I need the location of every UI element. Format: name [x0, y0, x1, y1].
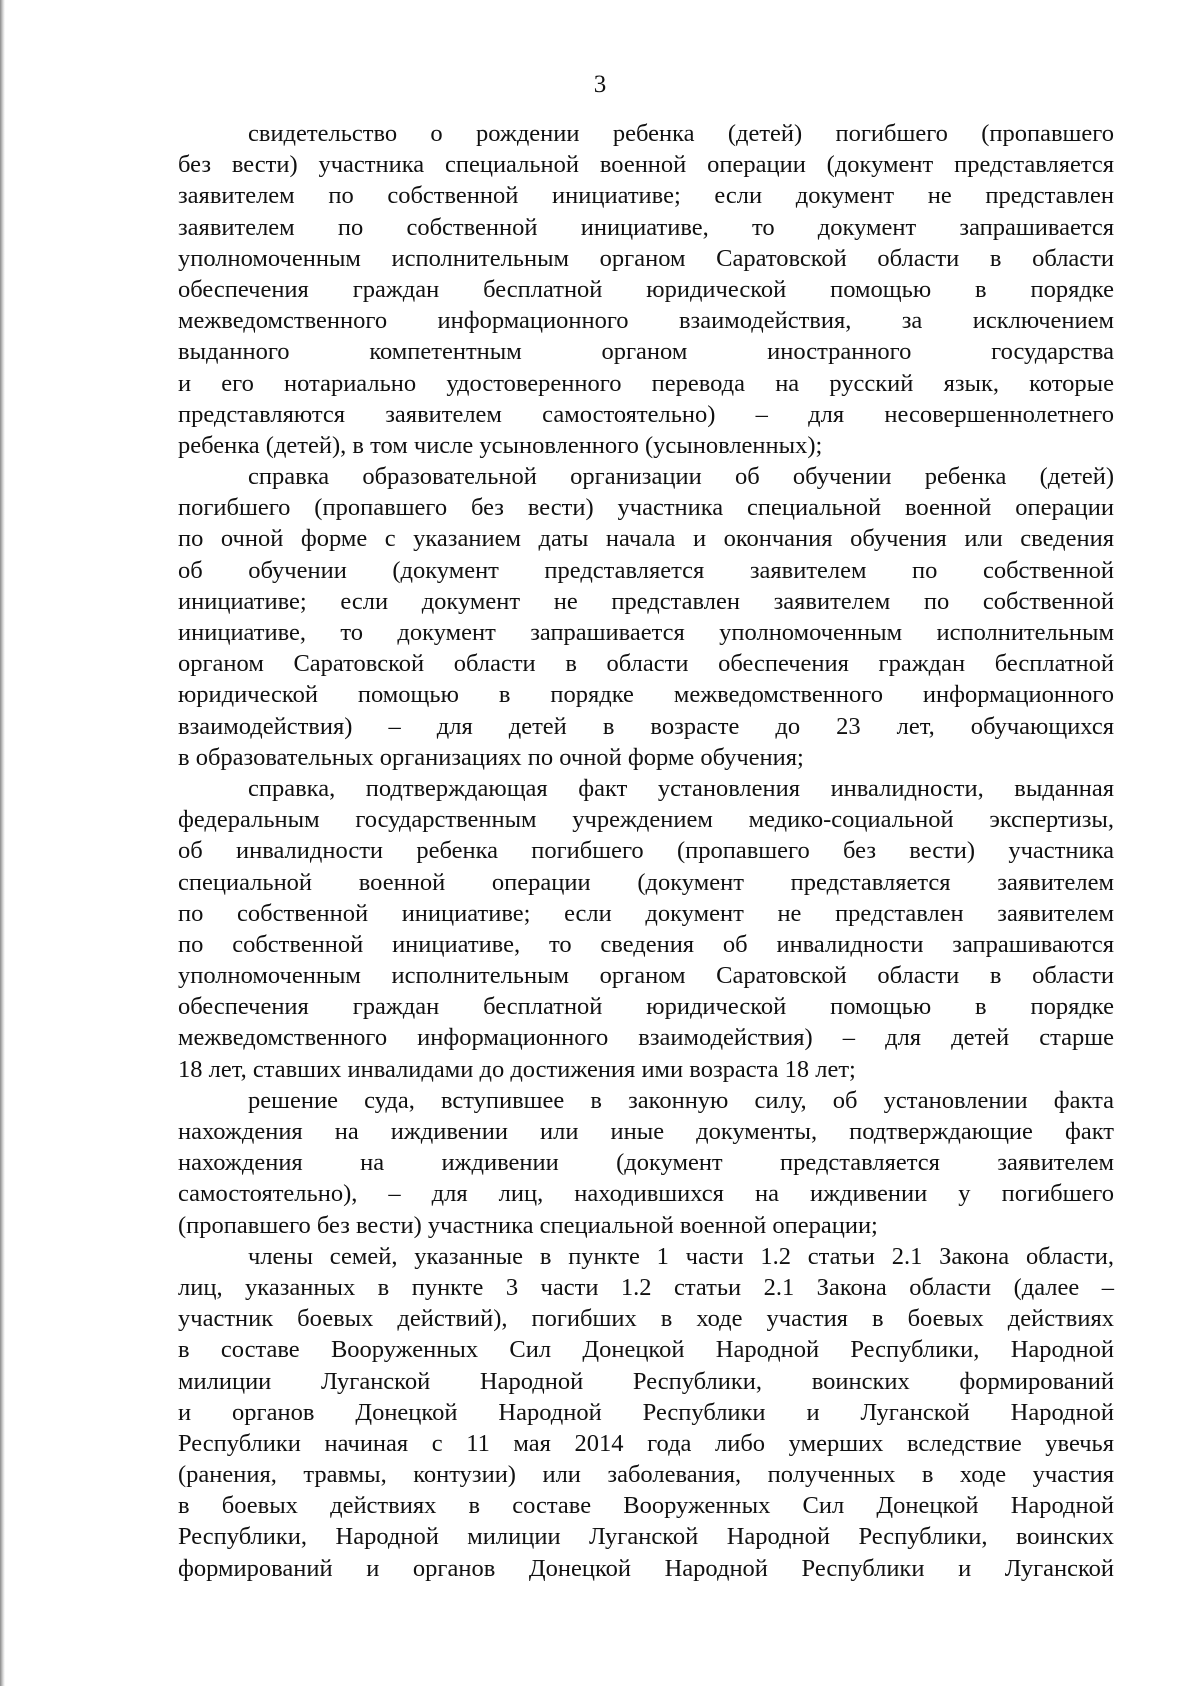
- text-line: формирований и органов Донецкой Народной Республики и Луганской: [178, 1554, 1114, 1582]
- text-line: участник боевых действий), погибших в ходе участия в боевых действиях: [178, 1305, 1114, 1333]
- text-line: решение суда, вступившее в законную силу, об установлении факта: [248, 1086, 1114, 1114]
- document-body: [178, 118, 1114, 1584]
- text-line: и его нотариально удостоверенного перевода на русский язык, которые: [178, 369, 1114, 397]
- text-line: обеспечения граждан бесплатной юридической помощью в порядке: [178, 993, 1114, 1021]
- text-line: Республики, Народной милиции Луганской Народной Республики, воинских: [178, 1523, 1114, 1551]
- text-line: без вести) участника специальной военной операции (документ представляется: [178, 151, 1114, 179]
- text-line: юридической помощью в порядке межведомственного информационного: [178, 681, 1114, 709]
- text-line: федеральным государственным учреждением медико-социальной экспертизы,: [178, 806, 1114, 834]
- text-line: в образовательных организациях по очной форме обучения;: [178, 743, 804, 771]
- text-line: специальной военной операции (документ представляется заявителем: [178, 868, 1114, 896]
- text-line: и органов Донецкой Народной Республики и Луганской Народной: [178, 1398, 1114, 1426]
- text-line: об инвалидности ребенка погибшего (пропавшего без вести) участника: [178, 837, 1114, 865]
- paragraph-family-members: [178, 1241, 1114, 1584]
- text-line: 18 лет, ставших инвалидами до достижения ими возраста 18 лет;: [178, 1055, 856, 1083]
- text-line: межведомственного информационного взаимодействия) – для детей старше: [178, 1024, 1114, 1052]
- text-line: инициативе, то документ запрашивается уполномоченным исполнительным: [178, 619, 1114, 646]
- text-line: погибшего (пропавшего без вести) участника специальной военной операции: [178, 494, 1114, 522]
- text-line: нахождения на иждивении или иные документы, подтверждающие факт: [178, 1118, 1114, 1145]
- text-line: лиц, указанных в пункте 3 части 1.2 статьи 2.1 Закона области (далее –: [178, 1273, 1114, 1301]
- text-line: по собственной инициативе, то сведения об инвалидности запрашиваются: [178, 930, 1114, 958]
- text-line: уполномоченным исполнительным органом Саратовской области в области: [178, 962, 1114, 990]
- text-line: инициативе; если документ не представлен заявителем по собственной: [178, 587, 1114, 615]
- text-line: в боевых действиях в составе Вооруженных Сил Донецкой Народной: [178, 1492, 1114, 1520]
- text-line: милиции Луганской Народной Республики, воинских формирований: [178, 1367, 1114, 1395]
- paragraph-disability-certificate: [178, 773, 1114, 1085]
- text-line: выданного компетентным органом иностранного государства: [178, 338, 1114, 366]
- text-line: свидетельство о рождении ребенка (детей) погибшего (пропавшего: [248, 120, 1114, 147]
- text-line: межведомственного информационного взаимодействия, за исключением: [178, 307, 1114, 335]
- text-line: (ранения, травмы, контузии) или заболевания, полученных в ходе участия: [178, 1461, 1114, 1489]
- text-line: нахождения на иждивении (документ представляется заявителем: [178, 1149, 1114, 1177]
- text-line: взаимодействия) – для детей в возрасте до 23 лет, обучающихся: [178, 712, 1114, 740]
- paragraph-birth-certificate: [178, 118, 1114, 461]
- text-line: органом Саратовской области в области обеспечения граждан бесплатной: [178, 650, 1114, 678]
- text-line: справка, подтверждающая факт установления инвалидности, выданная: [248, 774, 1114, 802]
- text-line: (пропавшего без вести) участника специальной военной операции;: [178, 1211, 878, 1239]
- text-line: справка образовательной организации об обучении ребенка (детей): [248, 463, 1114, 491]
- text-line: об обучении (документ представляется заявителем по собственной: [178, 556, 1114, 584]
- page-number: 3: [593, 71, 607, 98]
- text-line: уполномоченным исполнительным органом Саратовской области в области: [178, 244, 1114, 272]
- text-line: в составе Вооруженных Сил Донецкой Народной Республики, Народной: [178, 1336, 1114, 1364]
- text-line: обеспечения граждан бесплатной юридической помощью в порядке: [178, 275, 1114, 303]
- text-line: по собственной инициативе; если документ не представлен заявителем: [178, 899, 1114, 927]
- text-line: Республики начиная с 11 мая 2014 года либо умерших вследствие увечья: [178, 1429, 1114, 1457]
- paragraph-education-certificate: [178, 461, 1114, 773]
- text-line: ребенка (детей), в том числе усыновленного (усыновленных);: [178, 431, 823, 459]
- text-line: заявителем по собственной инициативе, то документ запрашивается: [178, 213, 1114, 241]
- text-line: представляются заявителем самостоятельно) – для несовершеннолетнего: [178, 400, 1114, 428]
- text-line: по очной форме с указанием даты начала и окончания обучения или сведения: [178, 525, 1114, 553]
- paragraph-court-decision: [178, 1085, 1114, 1241]
- text-line: члены семей, указанные в пункте 1 части 1.2 статьи 2.1 Закона области,: [248, 1242, 1114, 1270]
- text-line: самостоятельно), – для лиц, находившихся на иждивении у погибшего: [178, 1180, 1114, 1208]
- text-line: заявителем по собственной инициативе; если документ не представлен: [178, 182, 1114, 210]
- scan-edge: [0, 0, 5, 1686]
